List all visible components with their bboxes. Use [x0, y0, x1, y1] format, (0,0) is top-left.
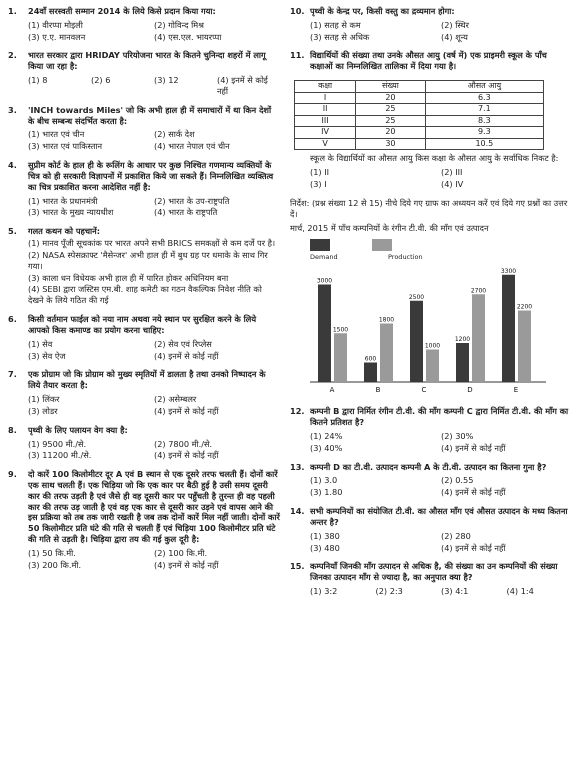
option-3[interactable]: (3) 1.80 [310, 487, 343, 498]
question-body [28, 226, 280, 306]
table-cell: 20 [356, 127, 426, 139]
option-2[interactable]: (2) 30% [441, 430, 474, 441]
tick-label-a: A [329, 386, 335, 395]
question-text: कम्पनी D का टी.वी. उत्पादन कम्पनी A के टी.वी. उत्पादन का कितना गुना है? [310, 461, 547, 472]
question-body [310, 406, 572, 453]
question-body [310, 462, 572, 498]
option-4[interactable]: (4) इनमें से कोई नहीं [154, 559, 219, 570]
question-3 [8, 105, 280, 152]
option-1[interactable]: (1) भारत के प्रधानमंत्री [28, 195, 98, 206]
question-body [310, 50, 572, 72]
legend-label-production: Production [388, 253, 423, 262]
tick-label-d: D [467, 386, 473, 395]
option-4[interactable]: (4) भारत नेपाल एवं चीन [154, 141, 230, 152]
question-15 [290, 561, 572, 596]
option-3[interactable]: (3) 40% [310, 442, 343, 453]
option-1[interactable]: (1) सतह से कम [310, 19, 361, 30]
question-body [310, 506, 572, 553]
option-1[interactable]: (1) 9500 मी./से. [28, 438, 87, 449]
question-number: 3. [8, 104, 17, 115]
question-number: 1. [8, 6, 17, 16]
question-8 [8, 425, 280, 461]
question-body [28, 369, 280, 416]
question-text: गलत कथन को पहचानें: [28, 226, 100, 237]
question-number: 10. [290, 6, 305, 16]
table-cell: 8.3 [425, 115, 543, 127]
question-14 [290, 506, 572, 553]
option-2[interactable]: (2) भारत के उप-राष्ट्रपति [154, 195, 230, 206]
option-4[interactable]: (4) इनमें से कोई नहीं [441, 542, 506, 553]
chart-caption: मार्च, 2015 में पाँच कम्पनियों के रंगीन टी.वी. की माँग एवं उत्पादन [290, 222, 489, 233]
table-row [295, 127, 544, 139]
options [310, 585, 572, 597]
question-number: 13. [290, 461, 305, 472]
instruction-text: निर्देश: (प्रश्न संख्या 12 से 15) नीचे दिये गए ग्राफ का अध्ययन करें एवं दिये गए प्रश्नों का उत्तर दें। [290, 197, 568, 219]
bar-chart [300, 237, 550, 397]
question-body [28, 105, 280, 152]
data-label: 1500 [332, 326, 349, 334]
options [28, 338, 280, 362]
question-text: विद्यार्थियों की संख्या तथा उनके औसत आयु (वर्ष में) एक प्राइमरी स्कूल के पाँच कक्षाओं का निम्नलिखित तालिका में दिया गया है। [310, 50, 547, 72]
options [310, 19, 572, 43]
question-9 [8, 469, 280, 570]
option-3[interactable]: (3) सेव ऐज [28, 350, 66, 361]
option-1[interactable]: (1) भारत एवं चीन [28, 129, 85, 140]
class-age-table [294, 80, 544, 150]
bar-production-c [426, 350, 439, 383]
table-header: कक्षा [295, 81, 356, 93]
option-2[interactable]: (2) सार्क देश [154, 129, 195, 140]
option-1[interactable]: (1) वीरप्पा मोइली [28, 19, 83, 30]
statement-1[interactable]: (1) मानव पूँजी सूचकांक पर भारत अपने सभी BRICS समकक्षों से कम दर्जे पर है। [28, 238, 276, 249]
options [28, 128, 280, 152]
bar-production-b [380, 324, 393, 383]
question-5 [8, 226, 280, 306]
question-text: कम्पनियाँ जिनकी माँग उत्पादन से अधिक है, की संख्या का उन कम्पनियों की संख्या जिनका उत्पादन माँग से ज्यादा है, का अनुपात क्या है? [310, 561, 558, 583]
statement-list [28, 238, 280, 306]
tick-label-e: E [513, 386, 519, 395]
data-label: 1800 [378, 316, 395, 324]
option-3[interactable]: (3) 4:1 [441, 585, 469, 596]
table-cell: 25 [356, 104, 426, 116]
statement-2[interactable]: (2) NASA स्पेसक्राफ्ट 'मैसेन्जर' अभी हाल ही में बुध ग्रह पर धमाके के साथ गिर गया। [28, 249, 268, 271]
option-3[interactable]: (3) सतह से अधिक [310, 31, 370, 42]
question-12 [290, 406, 572, 453]
question-11 [290, 50, 572, 72]
option-1[interactable]: (1) II [310, 167, 330, 178]
question-body [28, 469, 280, 570]
question-number: 15. [290, 561, 305, 572]
option-1[interactable]: (1) 50 कि.मी. [28, 547, 76, 558]
bar-demand-a [318, 285, 331, 383]
question-number: 6. [8, 314, 17, 325]
option-3[interactable]: (3) 11200 मी./से. [28, 450, 92, 461]
statement-3[interactable]: (3) काला धन विधेयक अभी हाल ही में पारित होकर अधिनियम बना [28, 272, 229, 283]
option-4[interactable]: (4) इनमें से कोई नहीं [154, 350, 219, 361]
option-3[interactable]: (3) I [310, 179, 327, 190]
option-4[interactable]: (4) इनमें से कोई नहीं [217, 75, 268, 96]
option-1[interactable]: (1) 3.0 [310, 475, 338, 486]
table-cell: 9.3 [425, 127, 543, 139]
option-4[interactable]: (4) इनमें से कोई नहीं [154, 405, 219, 416]
question-number: 12. [290, 406, 305, 417]
question-body [310, 6, 572, 42]
data-label: 2200 [516, 303, 533, 311]
right-column [290, 6, 572, 605]
options [28, 438, 280, 462]
question-body [310, 561, 572, 596]
question-number: 5. [8, 226, 17, 237]
question-number: 2. [8, 50, 17, 61]
question-13 [290, 462, 572, 498]
statement-4[interactable]: (4) SEBI द्वारा जस्टिस एम.बी. शाह कमेटी का गठन वैकल्पिक निवेश नीति को देखने के लिये गठित की गई [28, 284, 262, 306]
option-2[interactable]: (2) III [441, 167, 463, 178]
table-row [295, 104, 544, 116]
option-2[interactable]: (2) 6 [91, 75, 111, 86]
table-row [295, 92, 544, 104]
option-1[interactable]: (1) सेव [28, 338, 53, 349]
option-4[interactable]: (4) भारत के राष्ट्रपति [154, 207, 218, 218]
question-body [28, 425, 280, 461]
question-number: 8. [8, 424, 17, 435]
question-text: एक प्रोग्राम जो कि प्रोग्राम को मुख्य स्मृतियों में डालता है तथा उनको निष्पादन के लिये तैयार करता है: [28, 369, 266, 391]
option-1[interactable]: (1) 8 [28, 75, 48, 86]
option-2[interactable]: (2) 100 कि.मी. [154, 547, 208, 558]
option-1[interactable]: (1) 380 [310, 530, 340, 541]
option-4[interactable]: (4) 1:4 [506, 585, 534, 596]
option-2[interactable]: (2) 7800 मी./से. [154, 438, 213, 449]
table-cell: 10.5 [425, 138, 543, 150]
option-3[interactable]: (3) 480 [310, 542, 340, 553]
option-2[interactable]: (2) 2:3 [375, 585, 403, 596]
table-cell: 25 [356, 115, 426, 127]
question-text: कम्पनी B द्वारा निर्मित रंगीन टी.वी. की माँग कम्पनी C द्वारा निर्मित टी.वी. की माँग का कितने प्रतिशत है? [310, 406, 569, 428]
options [28, 393, 280, 417]
options [310, 430, 572, 454]
table-row [295, 138, 544, 150]
question-text: सुप्रीम कोर्ट के हाल ही के रूलिंग के आधार पर कुछ निश्चित गणमान्य व्यक्तियों के चित्र को ही सरकारी विज्ञापनों में प्रकाशित किये जा सकते हैं। निम्नलिखित व्यक्तित्व का चित्र प्रकाशित करना आदेशित नहीं है: [28, 160, 274, 192]
table-cell: IV [295, 127, 356, 139]
bar-demand-e [502, 275, 515, 382]
question-text: 24वाँ सरस्वती सम्मान 2014 के लिये किसे प्रदान किया गया: [28, 6, 216, 16]
table-cell: 7.1 [425, 104, 543, 116]
question-7 [8, 369, 280, 416]
option-2[interactable]: (2) असेम्बलर [154, 394, 197, 405]
tick-label-b: B [375, 386, 381, 395]
option-4[interactable]: (4) इनमें से कोई नहीं [154, 450, 219, 461]
question-text: दो कारें 100 किलोमीटर दूर A एवं B स्थान से एक दूसरे तरफ चलती हैं। दोनों कारें एक साथ चलती हैं। एक चिड़िया जो कि एक कार पर बैठी हुई है उसी समय दूसरी कार की तरफ उड़ती है एवं जैसे ही वह दूसरी कार पर पहुँचती है तुरन्त ही वह पहली कार की तरफ उड़ जाती है एवं वह एक कार से दूसरी कार उड़ने एवं वापस आने की इस प्रक्रिया को तब तक जारी रखती है जब तक दोनों कारें मिल नहीं जाती। दोनों कारें 50 किलोमीटर प्रति घंटे की गति से चलती हैं एवं चिड़िया 100 किलोमीटर प्रति घंटे की गति से उड़ती है। चिड़िया द्वारा तय की गई कुल दूरी है: [28, 469, 280, 545]
option-1[interactable]: (1) लिंकर [28, 394, 60, 405]
bar-production-e [518, 311, 531, 383]
question-1 [8, 6, 280, 42]
data-label: 2500 [408, 294, 425, 302]
option-4[interactable]: (4) इनमें से कोई नहीं [441, 487, 506, 498]
option-2[interactable]: (2) 280 [441, 530, 471, 541]
option-4[interactable]: (4) एस.एल. भायरप्पा [154, 31, 222, 42]
options [28, 547, 280, 571]
table-cell: V [295, 138, 356, 150]
option-2[interactable]: (2) स्थिर [441, 19, 469, 30]
options [28, 195, 280, 219]
question-2 [8, 50, 280, 96]
question-text: पृथ्वी के लिए पलायन वेग क्या है: [28, 424, 128, 435]
option-3[interactable]: (3) 200 कि.मी. [28, 559, 82, 570]
question-number: 7. [8, 369, 17, 380]
option-4[interactable]: (4) IV [441, 179, 464, 190]
data-label: 2700 [470, 287, 487, 295]
left-column [8, 6, 280, 579]
option-3[interactable]: (3) भारत एवं पाकिस्तान [28, 141, 103, 152]
options [28, 74, 280, 97]
bar-demand-d [456, 343, 469, 382]
question-11-tail [290, 153, 572, 189]
question-body [28, 160, 280, 218]
option-3[interactable]: (3) 12 [154, 75, 179, 86]
table-cell: II [295, 104, 356, 116]
question-number: 9. [8, 469, 17, 480]
table-cell: III [295, 115, 356, 127]
question-text: 'INCH towards Miles' जो कि अभी हाल ही में समाचारों में था किन देशों के बीच सम्बन्ध संदर्भित करता है: [28, 104, 272, 126]
data-label: 600 [364, 355, 377, 363]
question-text: पृथ्वी के केन्द्र पर, किसी वस्तु का द्रव्यमान होगा: [310, 6, 455, 16]
data-label: 3300 [500, 268, 517, 276]
question-10 [290, 6, 572, 42]
options [310, 530, 572, 554]
question-body [28, 6, 280, 42]
table-row [295, 115, 544, 127]
question-text: किसी वर्तमान फाईल को नया नाम अथवा नये स्थान पर सुरक्षित करने के लिये आपको किस कमाण्ड का प्रयोग करना चाहिए: [28, 314, 257, 335]
legend-swatch-demand [310, 239, 330, 251]
table-cell: 20 [356, 92, 426, 104]
data-label: 1200 [454, 336, 471, 344]
data-label: 1000 [424, 342, 441, 350]
table-header: औसत आयु [425, 81, 543, 93]
question-text: भारत सरकार द्वारा HRIDAY परियोजना भारत के कितने चुनिन्दा शहरों में लागू किया जा रहा है: [28, 50, 266, 72]
options [28, 19, 280, 43]
table-cell: 6.3 [425, 92, 543, 104]
question-number: 11. [290, 50, 305, 61]
question-6 [8, 314, 280, 361]
option-1[interactable]: (1) 24% [310, 430, 343, 441]
legend-label-demand: Demand [310, 253, 338, 262]
bar-production-a [334, 334, 347, 383]
table-header: संख्या [356, 81, 426, 93]
bar-production-d [472, 295, 485, 383]
question-number: 14. [290, 506, 305, 517]
tick-label-c: C [421, 386, 427, 395]
question-4 [8, 160, 280, 218]
option-2[interactable]: (2) सेव एवं रिप्लेस [154, 338, 212, 349]
question-11-followup: स्कूल के विद्यार्थियों का औसत आयु किस कक्षा के औसत आयु के सर्वाधिक निकट है: [310, 153, 559, 164]
legend-swatch-production [372, 239, 392, 251]
option-4[interactable]: (4) शून्य [441, 31, 468, 42]
option-3[interactable]: (3) ए.ए. मानवलन [28, 31, 86, 42]
options [310, 474, 572, 498]
option-2[interactable]: (2) गोविन्द मिश्र [154, 19, 204, 30]
option-1[interactable]: (1) 3:2 [310, 585, 338, 596]
bar-demand-b [364, 363, 377, 383]
question-number: 4. [8, 160, 17, 171]
table-cell: I [295, 92, 356, 104]
bar-demand-c [410, 301, 423, 382]
option-3[interactable]: (3) भारत के मुख्य न्यायधीश [28, 207, 114, 218]
question-body [28, 314, 280, 361]
option-2[interactable]: (2) 0.55 [441, 475, 474, 486]
data-label: 3000 [316, 277, 333, 285]
question-body [28, 50, 280, 96]
option-3[interactable]: (3) लोडर [28, 405, 58, 416]
question-text: सभी कम्पनियों का संयोजित टी.वी. का औसत माँग एवं औसत उत्पादन के मध्य कितना अन्तर है? [310, 506, 568, 527]
table-cell: 30 [356, 138, 426, 150]
option-4[interactable]: (4) इनमें से कोई नहीं [441, 442, 506, 453]
